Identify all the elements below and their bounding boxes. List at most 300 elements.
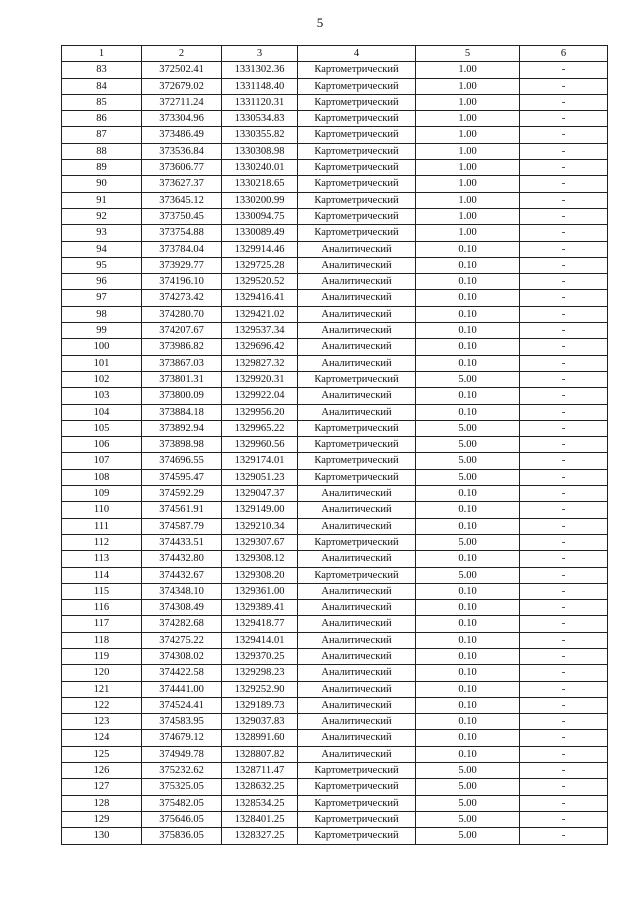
x-coordinate-cell: 373627.37	[142, 176, 222, 192]
x-coordinate-cell: 374432.67	[142, 567, 222, 583]
page-number: 5	[316, 15, 324, 30]
accuracy-cell: 0.10	[416, 486, 520, 502]
y-coordinate-cell: 1329414.01	[222, 632, 298, 648]
y-coordinate-cell: 1329361.00	[222, 583, 298, 599]
table-row	[62, 225, 608, 241]
column-header: 3	[222, 46, 298, 62]
method-cell: Картометрический	[298, 811, 416, 827]
x-coordinate-cell: 374433.51	[142, 534, 222, 550]
table-row	[62, 371, 608, 387]
method-cell: Картометрический	[298, 127, 416, 143]
table-row	[62, 306, 608, 322]
table-row	[62, 241, 608, 257]
method-cell: Картометрический	[298, 469, 416, 485]
x-coordinate-cell: 373800.09	[142, 388, 222, 404]
note-cell: -	[520, 437, 608, 453]
x-coordinate-cell: 374308.02	[142, 648, 222, 664]
note-cell: -	[520, 453, 608, 469]
y-coordinate-cell: 1330200.99	[222, 192, 298, 208]
point-number-cell: 106	[62, 437, 142, 453]
table-row	[62, 323, 608, 339]
y-coordinate-cell: 1330218.65	[222, 176, 298, 192]
note-cell: -	[520, 714, 608, 730]
x-coordinate-cell: 373784.04	[142, 241, 222, 257]
note-cell: -	[520, 241, 608, 257]
point-number-cell: 97	[62, 290, 142, 306]
accuracy-cell: 5.00	[416, 437, 520, 453]
method-cell: Картометрический	[298, 94, 416, 110]
y-coordinate-cell: 1330240.01	[222, 160, 298, 176]
accuracy-cell: 5.00	[416, 534, 520, 550]
y-coordinate-cell: 1330534.83	[222, 111, 298, 127]
point-number-cell: 99	[62, 323, 142, 339]
point-number-cell: 89	[62, 160, 142, 176]
column-header: 4	[298, 46, 416, 62]
point-number-cell: 109	[62, 486, 142, 502]
accuracy-cell: 1.00	[416, 192, 520, 208]
point-number-cell: 110	[62, 502, 142, 518]
x-coordinate-cell: 375325.05	[142, 779, 222, 795]
note-cell: -	[520, 567, 608, 583]
method-cell: Аналитический	[298, 241, 416, 257]
method-cell: Аналитический	[298, 274, 416, 290]
point-number-cell: 87	[62, 127, 142, 143]
method-cell: Аналитический	[298, 746, 416, 762]
accuracy-cell: 0.10	[416, 632, 520, 648]
table-row	[62, 208, 608, 224]
accuracy-cell: 0.10	[416, 518, 520, 534]
x-coordinate-cell: 373486.49	[142, 127, 222, 143]
point-number-cell: 103	[62, 388, 142, 404]
method-cell: Аналитический	[298, 257, 416, 273]
accuracy-cell: 5.00	[416, 469, 520, 485]
table-row	[62, 681, 608, 697]
accuracy-cell: 0.10	[416, 665, 520, 681]
table-row	[62, 404, 608, 420]
x-coordinate-cell: 374524.41	[142, 697, 222, 713]
x-coordinate-cell: 373750.45	[142, 208, 222, 224]
note-cell: -	[520, 371, 608, 387]
table-row	[62, 763, 608, 779]
y-coordinate-cell: 1329308.20	[222, 567, 298, 583]
note-cell: -	[520, 469, 608, 485]
method-cell: Картометрический	[298, 763, 416, 779]
method-cell: Аналитический	[298, 355, 416, 371]
point-number-cell: 126	[62, 763, 142, 779]
x-coordinate-cell: 373892.94	[142, 420, 222, 436]
note-cell: -	[520, 323, 608, 339]
table-row	[62, 811, 608, 827]
y-coordinate-cell: 1329922.04	[222, 388, 298, 404]
x-coordinate-cell: 372502.41	[142, 62, 222, 78]
y-coordinate-cell: 1329308.12	[222, 551, 298, 567]
y-coordinate-cell: 1329696.42	[222, 339, 298, 355]
note-cell: -	[520, 486, 608, 502]
note-cell: -	[520, 746, 608, 762]
y-coordinate-cell: 1329520.52	[222, 274, 298, 290]
method-cell: Картометрический	[298, 62, 416, 78]
y-coordinate-cell: 1330308.98	[222, 143, 298, 159]
note-cell: -	[520, 176, 608, 192]
method-cell: Картометрический	[298, 143, 416, 159]
table-row	[62, 534, 608, 550]
y-coordinate-cell: 1329421.02	[222, 306, 298, 322]
accuracy-cell: 5.00	[416, 420, 520, 436]
note-cell: -	[520, 616, 608, 632]
accuracy-cell: 5.00	[416, 371, 520, 387]
note-cell: -	[520, 339, 608, 355]
y-coordinate-cell: 1329956.20	[222, 404, 298, 420]
point-number-cell: 111	[62, 518, 142, 534]
method-cell: Аналитический	[298, 583, 416, 599]
column-header: 6	[520, 46, 608, 62]
point-number-cell: 129	[62, 811, 142, 827]
y-coordinate-cell: 1329252.90	[222, 681, 298, 697]
point-number-cell: 120	[62, 665, 142, 681]
accuracy-cell: 5.00	[416, 763, 520, 779]
y-coordinate-cell: 1330089.49	[222, 225, 298, 241]
note-cell: -	[520, 143, 608, 159]
x-coordinate-cell: 374207.67	[142, 323, 222, 339]
method-cell: Картометрический	[298, 176, 416, 192]
method-cell: Аналитический	[298, 518, 416, 534]
table-row	[62, 339, 608, 355]
note-cell: -	[520, 420, 608, 436]
x-coordinate-cell: 374583.95	[142, 714, 222, 730]
accuracy-cell: 0.10	[416, 714, 520, 730]
table-row	[62, 616, 608, 632]
accuracy-cell: 0.10	[416, 339, 520, 355]
x-coordinate-cell: 375646.05	[142, 811, 222, 827]
y-coordinate-cell: 1328327.25	[222, 828, 298, 844]
y-coordinate-cell: 1329965.22	[222, 420, 298, 436]
note-cell: -	[520, 665, 608, 681]
x-coordinate-cell: 374282.68	[142, 616, 222, 632]
accuracy-cell: 0.10	[416, 241, 520, 257]
note-cell: -	[520, 583, 608, 599]
y-coordinate-cell: 1331148.40	[222, 78, 298, 94]
point-number-cell: 125	[62, 746, 142, 762]
table-row	[62, 437, 608, 453]
method-cell: Картометрический	[298, 567, 416, 583]
x-coordinate-cell: 374949.78	[142, 746, 222, 762]
table-row	[62, 94, 608, 110]
method-cell: Аналитический	[298, 388, 416, 404]
method-cell: Картометрический	[298, 192, 416, 208]
y-coordinate-cell: 1328632.25	[222, 779, 298, 795]
accuracy-cell: 0.10	[416, 274, 520, 290]
method-cell: Картометрический	[298, 453, 416, 469]
y-coordinate-cell: 1331120.31	[222, 94, 298, 110]
table-row	[62, 583, 608, 599]
point-number-cell: 128	[62, 795, 142, 811]
x-coordinate-cell: 372711.24	[142, 94, 222, 110]
method-cell: Картометрический	[298, 437, 416, 453]
note-cell: -	[520, 62, 608, 78]
method-cell: Картометрический	[298, 160, 416, 176]
y-coordinate-cell: 1329298.23	[222, 665, 298, 681]
note-cell: -	[520, 94, 608, 110]
y-coordinate-cell: 1329037.83	[222, 714, 298, 730]
x-coordinate-cell: 374592.29	[142, 486, 222, 502]
accuracy-cell: 5.00	[416, 811, 520, 827]
note-cell: -	[520, 404, 608, 420]
accuracy-cell: 1.00	[416, 143, 520, 159]
table-header	[62, 46, 608, 62]
accuracy-cell: 1.00	[416, 225, 520, 241]
note-cell: -	[520, 274, 608, 290]
accuracy-cell: 0.10	[416, 404, 520, 420]
y-coordinate-cell: 1329370.25	[222, 648, 298, 664]
method-cell: Картометрический	[298, 828, 416, 844]
x-coordinate-cell: 375836.05	[142, 828, 222, 844]
table-row	[62, 502, 608, 518]
y-coordinate-cell: 1331302.36	[222, 62, 298, 78]
table-row	[62, 551, 608, 567]
table-row	[62, 697, 608, 713]
point-number-cell: 100	[62, 339, 142, 355]
y-coordinate-cell: 1329047.37	[222, 486, 298, 502]
point-number-cell: 112	[62, 534, 142, 550]
x-coordinate-cell: 374696.55	[142, 453, 222, 469]
note-cell: -	[520, 160, 608, 176]
point-number-cell: 127	[62, 779, 142, 795]
note-cell: -	[520, 388, 608, 404]
method-cell: Аналитический	[298, 290, 416, 306]
table-row	[62, 78, 608, 94]
table-row	[62, 648, 608, 664]
y-coordinate-cell: 1329537.34	[222, 323, 298, 339]
accuracy-cell: 1.00	[416, 62, 520, 78]
x-coordinate-cell: 374422.58	[142, 665, 222, 681]
table-row	[62, 518, 608, 534]
accuracy-cell: 5.00	[416, 828, 520, 844]
point-number-cell: 95	[62, 257, 142, 273]
x-coordinate-cell: 374280.70	[142, 306, 222, 322]
accuracy-cell: 1.00	[416, 176, 520, 192]
y-coordinate-cell: 1329920.31	[222, 371, 298, 387]
accuracy-cell: 0.10	[416, 551, 520, 567]
point-number-cell: 118	[62, 632, 142, 648]
note-cell: -	[520, 111, 608, 127]
accuracy-cell: 5.00	[416, 453, 520, 469]
point-number-cell: 122	[62, 697, 142, 713]
note-cell: -	[520, 697, 608, 713]
note-cell: -	[520, 192, 608, 208]
accuracy-cell: 5.00	[416, 567, 520, 583]
note-cell: -	[520, 502, 608, 518]
method-cell: Аналитический	[298, 306, 416, 322]
x-coordinate-cell: 374196.10	[142, 274, 222, 290]
method-cell: Аналитический	[298, 681, 416, 697]
x-coordinate-cell: 373929.77	[142, 257, 222, 273]
table-row	[62, 730, 608, 746]
point-number-cell: 92	[62, 208, 142, 224]
x-coordinate-cell: 374275.22	[142, 632, 222, 648]
method-cell: Картометрический	[298, 111, 416, 127]
point-number-cell: 121	[62, 681, 142, 697]
coordinates-table	[61, 45, 608, 845]
y-coordinate-cell: 1328401.25	[222, 811, 298, 827]
note-cell: -	[520, 600, 608, 616]
method-cell: Картометрический	[298, 78, 416, 94]
accuracy-cell: 0.10	[416, 323, 520, 339]
x-coordinate-cell: 375482.05	[142, 795, 222, 811]
method-cell: Картометрический	[298, 534, 416, 550]
x-coordinate-cell: 373986.82	[142, 339, 222, 355]
method-cell: Картометрический	[298, 225, 416, 241]
x-coordinate-cell: 374679.12	[142, 730, 222, 746]
method-cell: Картометрический	[298, 371, 416, 387]
method-cell: Аналитический	[298, 714, 416, 730]
point-number-cell: 104	[62, 404, 142, 420]
x-coordinate-cell: 373754.88	[142, 225, 222, 241]
point-number-cell: 101	[62, 355, 142, 371]
method-cell: Аналитический	[298, 616, 416, 632]
y-coordinate-cell: 1329416.41	[222, 290, 298, 306]
note-cell: -	[520, 127, 608, 143]
x-coordinate-cell: 374273.42	[142, 290, 222, 306]
x-coordinate-cell: 374308.49	[142, 600, 222, 616]
point-number-cell: 93	[62, 225, 142, 241]
table-row	[62, 665, 608, 681]
column-header: 1	[62, 46, 142, 62]
y-coordinate-cell: 1328807.82	[222, 746, 298, 762]
table-row	[62, 795, 608, 811]
method-cell: Аналитический	[298, 404, 416, 420]
point-number-cell: 114	[62, 567, 142, 583]
note-cell: -	[520, 681, 608, 697]
table-row	[62, 600, 608, 616]
y-coordinate-cell: 1329189.73	[222, 697, 298, 713]
note-cell: -	[520, 225, 608, 241]
x-coordinate-cell: 374441.00	[142, 681, 222, 697]
table-row	[62, 420, 608, 436]
table-row	[62, 290, 608, 306]
method-cell: Аналитический	[298, 648, 416, 664]
y-coordinate-cell: 1329960.56	[222, 437, 298, 453]
point-number-cell: 88	[62, 143, 142, 159]
x-coordinate-cell: 374432.80	[142, 551, 222, 567]
y-coordinate-cell: 1329418.77	[222, 616, 298, 632]
table-row	[62, 62, 608, 78]
accuracy-cell: 1.00	[416, 208, 520, 224]
table-row	[62, 176, 608, 192]
x-coordinate-cell: 373536.84	[142, 143, 222, 159]
y-coordinate-cell: 1329051.23	[222, 469, 298, 485]
point-number-cell: 116	[62, 600, 142, 616]
point-number-cell: 123	[62, 714, 142, 730]
table-row	[62, 160, 608, 176]
method-cell: Аналитический	[298, 697, 416, 713]
point-number-cell: 83	[62, 62, 142, 78]
accuracy-cell: 1.00	[416, 160, 520, 176]
point-number-cell: 115	[62, 583, 142, 599]
y-coordinate-cell: 1329914.46	[222, 241, 298, 257]
method-cell: Картометрический	[298, 420, 416, 436]
point-number-cell: 107	[62, 453, 142, 469]
accuracy-cell: 1.00	[416, 111, 520, 127]
table-row	[62, 567, 608, 583]
x-coordinate-cell: 373884.18	[142, 404, 222, 420]
method-cell: Аналитический	[298, 339, 416, 355]
accuracy-cell: 5.00	[416, 779, 520, 795]
note-cell: -	[520, 730, 608, 746]
note-cell: -	[520, 795, 608, 811]
method-cell: Аналитический	[298, 551, 416, 567]
note-cell: -	[520, 828, 608, 844]
accuracy-cell: 0.10	[416, 257, 520, 273]
y-coordinate-cell: 1329210.34	[222, 518, 298, 534]
method-cell: Картометрический	[298, 795, 416, 811]
x-coordinate-cell: 374595.47	[142, 469, 222, 485]
accuracy-cell: 1.00	[416, 94, 520, 110]
note-cell: -	[520, 811, 608, 827]
point-number-cell: 84	[62, 78, 142, 94]
point-number-cell: 98	[62, 306, 142, 322]
method-cell: Аналитический	[298, 502, 416, 518]
table-row	[62, 257, 608, 273]
point-number-cell: 94	[62, 241, 142, 257]
table-row	[62, 486, 608, 502]
y-coordinate-cell: 1329307.67	[222, 534, 298, 550]
note-cell: -	[520, 551, 608, 567]
y-coordinate-cell: 1330355.82	[222, 127, 298, 143]
table-row	[62, 143, 608, 159]
x-coordinate-cell: 374348.10	[142, 583, 222, 599]
point-number-cell: 117	[62, 616, 142, 632]
accuracy-cell: 0.10	[416, 306, 520, 322]
table-body	[62, 62, 608, 844]
point-number-cell: 86	[62, 111, 142, 127]
y-coordinate-cell: 1328711.47	[222, 763, 298, 779]
accuracy-cell: 1.00	[416, 127, 520, 143]
table-row	[62, 828, 608, 844]
accuracy-cell: 0.10	[416, 502, 520, 518]
accuracy-cell: 0.10	[416, 388, 520, 404]
point-number-cell: 119	[62, 648, 142, 664]
point-number-cell: 108	[62, 469, 142, 485]
x-coordinate-cell: 373645.12	[142, 192, 222, 208]
point-number-cell: 91	[62, 192, 142, 208]
table-row	[62, 111, 608, 127]
accuracy-cell: 0.10	[416, 681, 520, 697]
table-row	[62, 714, 608, 730]
table-row	[62, 632, 608, 648]
method-cell: Аналитический	[298, 323, 416, 339]
x-coordinate-cell: 373801.31	[142, 371, 222, 387]
y-coordinate-cell: 1328534.25	[222, 795, 298, 811]
accuracy-cell: 5.00	[416, 795, 520, 811]
point-number-cell: 113	[62, 551, 142, 567]
method-cell: Картометрический	[298, 779, 416, 795]
note-cell: -	[520, 534, 608, 550]
note-cell: -	[520, 763, 608, 779]
column-header: 5	[416, 46, 520, 62]
x-coordinate-cell: 373304.96	[142, 111, 222, 127]
point-number-cell: 90	[62, 176, 142, 192]
note-cell: -	[520, 632, 608, 648]
x-coordinate-cell: 375232.62	[142, 763, 222, 779]
note-cell: -	[520, 648, 608, 664]
table-row	[62, 469, 608, 485]
note-cell: -	[520, 355, 608, 371]
x-coordinate-cell: 374587.79	[142, 518, 222, 534]
table-row	[62, 274, 608, 290]
accuracy-cell: 0.10	[416, 583, 520, 599]
note-cell: -	[520, 779, 608, 795]
note-cell: -	[520, 518, 608, 534]
